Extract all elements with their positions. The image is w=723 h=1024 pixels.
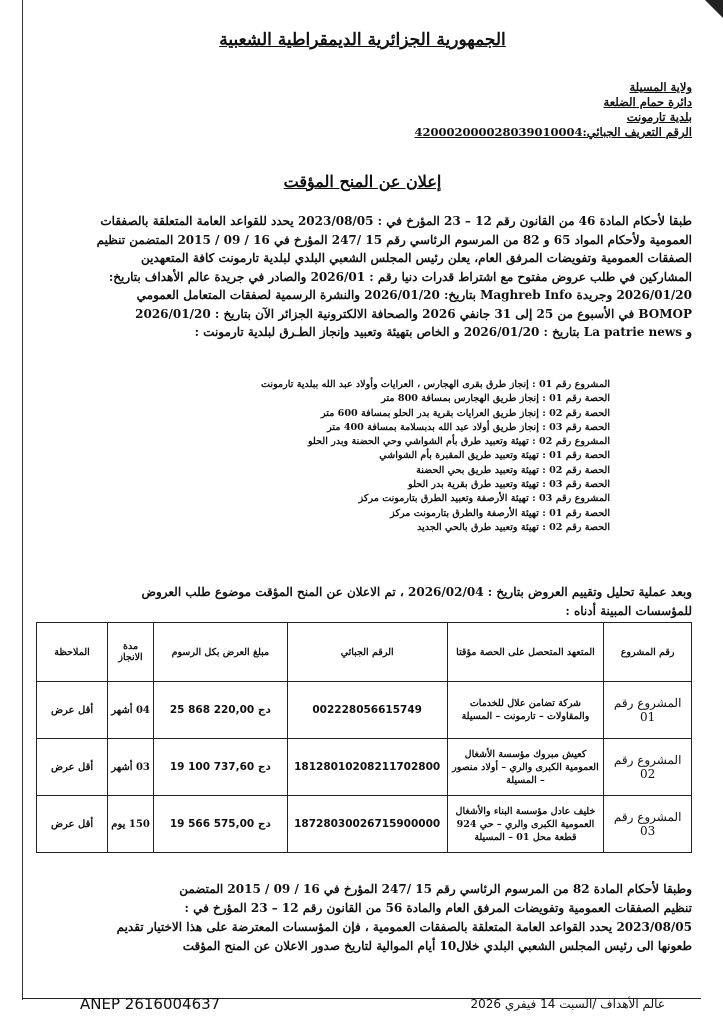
cell-project: المشروع رقم 01 [604, 682, 692, 739]
project-item: المشروع رقم 02 : تهيئة وتعبيد طرق بأم الشواشي وحي الحضنة وبدر الحلو [307, 436, 610, 448]
projects-list [261, 378, 610, 535]
cell-bidder: خليف عادل مؤسسة البناء والأشغال العمومية الكبرى والري – حي 924 قطعة محل 01 – المسيلة [447, 796, 604, 853]
commune-label: بلدية تارمونت [626, 110, 692, 124]
col-header-project: رقم المشروع [604, 623, 692, 682]
notice-page [22, 0, 702, 1000]
evaluation-line: للمؤسسات المبينة أدناه : [565, 604, 692, 618]
intro-line: العمومية ولأحكام المواد 65 و 82 من المرسوم الرئاسي رقم 15 /247 المؤرخ في 16 / 09 / 2015 المتضمن تنظيم [96, 232, 692, 247]
tax-id-label: الرقم التعريف الجبائي:420002000028039010004 [414, 125, 692, 139]
closing-line: وطبقا لأحكام المادة 82 من المرسوم الرئاسي رقم 15 /247 المؤرخ في 16 / 09 / 2015 المتضمن [179, 882, 692, 896]
cell-amount: 19 566 575,00 دج [154, 796, 288, 853]
lot-item: الحصة رقم 01 : تهيئة الأرصفة والطرق بتارمونت مركز [390, 507, 610, 519]
closing-paragraph [32, 880, 692, 956]
lot-item: الحصة رقم 01 : تهيئة وتعبيد طريق المقبرة بأم الشواشي [379, 450, 610, 462]
cell-bidder: كعيش مبروك مؤسسة الأشغال العمومية الكبرى والري – أولاد منصور – المسيلة [447, 739, 604, 796]
cell-project: المشروع رقم 02 [604, 739, 692, 796]
closing-line: 2023/08/05 يحدد القواعد العامة المتعلقة بالصفقات العمومية ، فإن المؤسسات المعترضة على هذا الاختيار تقديم [116, 920, 692, 934]
republic-heading: الجمهورية الجزائرية الديمقراطية الشعبية [219, 30, 506, 50]
intro-paragraph [32, 212, 692, 342]
col-header-duration: مدة الانجاز [108, 623, 154, 682]
publication-source: عالم الأهداف /السبت 14 فيفري 2026 [470, 997, 665, 1011]
col-header-bidder: المتعهد المتحصل على الحصة مؤقتا [447, 623, 604, 682]
closing-line: طعونها الى رئيس المجلس الشعبي البلدي خلال10 أيام الموالية لتاريخ صدور الاعلان عن المنح المؤقت [182, 939, 692, 953]
evaluation-paragraph [32, 583, 692, 621]
evaluation-line: وبعد عملية تحليل وتقييم العروض بتاريخ : 2026/02/04 ، تم الاعلان عن المنح المؤقت موضوع طلب العروض [141, 585, 692, 599]
lot-item: الحصة رقم 01 : إنجاز طريق الهجارس بمسافة 800 متر [381, 393, 610, 405]
lot-item: الحصة رقم 02 : تهيئة وتعبيد طرق بالحي الجديد [417, 521, 610, 533]
intro-line: طبقا لأحكام المادة 46 من القانون رقم 12 – 23 المؤرخ في : 2023/08/05 يحدد للقواعد العامة المتعلقة بالصفقات [100, 214, 692, 228]
col-header-amount: مبلغ العرض بكل الرسوم [154, 623, 288, 682]
intro-line: BOMOP في الأسبوع من 25 إلى 31 جانفي 2026 والصحافة الالكترونية الجزائر الآن بتاريخ : 2026/01/20 [135, 306, 692, 321]
lot-item: الحصة رقم 03 : إنجاز طريق أولاد عبد الله بدبسلامة بمسافة 400 متر [327, 421, 610, 433]
page-corner-mark [705, 0, 723, 18]
cell-note: أقل عرض [37, 796, 108, 853]
cell-amount: 25 868 220,00 دج [154, 682, 288, 739]
table-row [37, 682, 692, 739]
notice-title: إعلان عن المنح المؤقت [283, 172, 442, 191]
col-header-tax-id: الرقم الجبائي [287, 623, 447, 682]
project-item: المشروع رقم 03 : تهيئة الأرصفة وتعبيد الطرق بتارمونت مركز [358, 493, 610, 505]
cell-note: أقل عرض [37, 739, 108, 796]
cell-note: أقل عرض [37, 682, 108, 739]
award-table [36, 622, 692, 853]
daira-label: دائرة حمام الضلعة [603, 95, 692, 109]
lot-item: الحصة رقم 03 : تهيئة وتعبيد طرق بقرية بدر الحلو [408, 479, 610, 491]
table-row [37, 796, 692, 853]
intro-line: المشاركين في طلب عروض مفتوح مع اشتراط قدرات دنيا رقم : 2026/01 والصادر في جريدة عالم الأهداف بتاريخ: [108, 269, 692, 284]
cell-duration: 150 يوم [108, 796, 154, 853]
col-header-note: الملاحظة [37, 623, 108, 682]
cell-tax-id: 18728030026715900000 [287, 796, 447, 853]
project-item: المشروع رقم 01 : إنجاز طرق بقرى الهجارس ، العرايات وأولاد عبد الله ببلدية تارمونت [260, 379, 610, 390]
cell-amount: 19 100 737,60 دج [154, 739, 288, 796]
table-row [37, 739, 692, 796]
lot-item: الحصة رقم 02 : تهيئة وتعبيد طريق بحي الحضنة [416, 464, 610, 476]
intro-line: 2026/01/20 وجريدة Maghreb Info بتاريخ: 2026/01/20 والنشرة الرسمية لصفقات المتعامل العمومي [136, 288, 692, 302]
administration-block [414, 80, 692, 140]
wilaya-label: ولاية المسيلة [629, 80, 692, 94]
cell-tax-id: 002228056615749 [287, 682, 447, 739]
table-header-row [37, 623, 692, 682]
closing-line: تنظيم الصفقات العمومية وتفويضات المرفق العام والمادة 56 من القانون رقم 12 – 23 المؤرخ في : [184, 901, 692, 915]
lot-item: الحصة رقم 02 : إنجاز طريق العرايات بقرية بدر الحلو بمسافة 600 متر [321, 407, 610, 419]
cell-duration: 04 أشهر [108, 682, 154, 739]
cell-tax-id: 18128010208211702800 [287, 739, 447, 796]
cell-project: المشروع رقم 03 [604, 796, 692, 853]
cell-duration: 03 أشهر [108, 739, 154, 796]
cell-bidder: شركة تضامن علال للخدمات والمقاولات – تارمونت – المسيلة [447, 682, 604, 739]
intro-line: الصفقات العمومية وتفويضات المرفق العام، يعلن رئيس المجلس الشعبي البلدي لبلدية تارمونت كافة المتعهدين [141, 251, 692, 265]
anep-reference: ANEP 2616004637 [80, 995, 221, 1013]
intro-line: و La patrie news بتاريخ : 2026/01/20 و الخاص بتهيئة وتعبيد وإنجاز الطـرق لبلدية تارمونت : [194, 325, 692, 339]
